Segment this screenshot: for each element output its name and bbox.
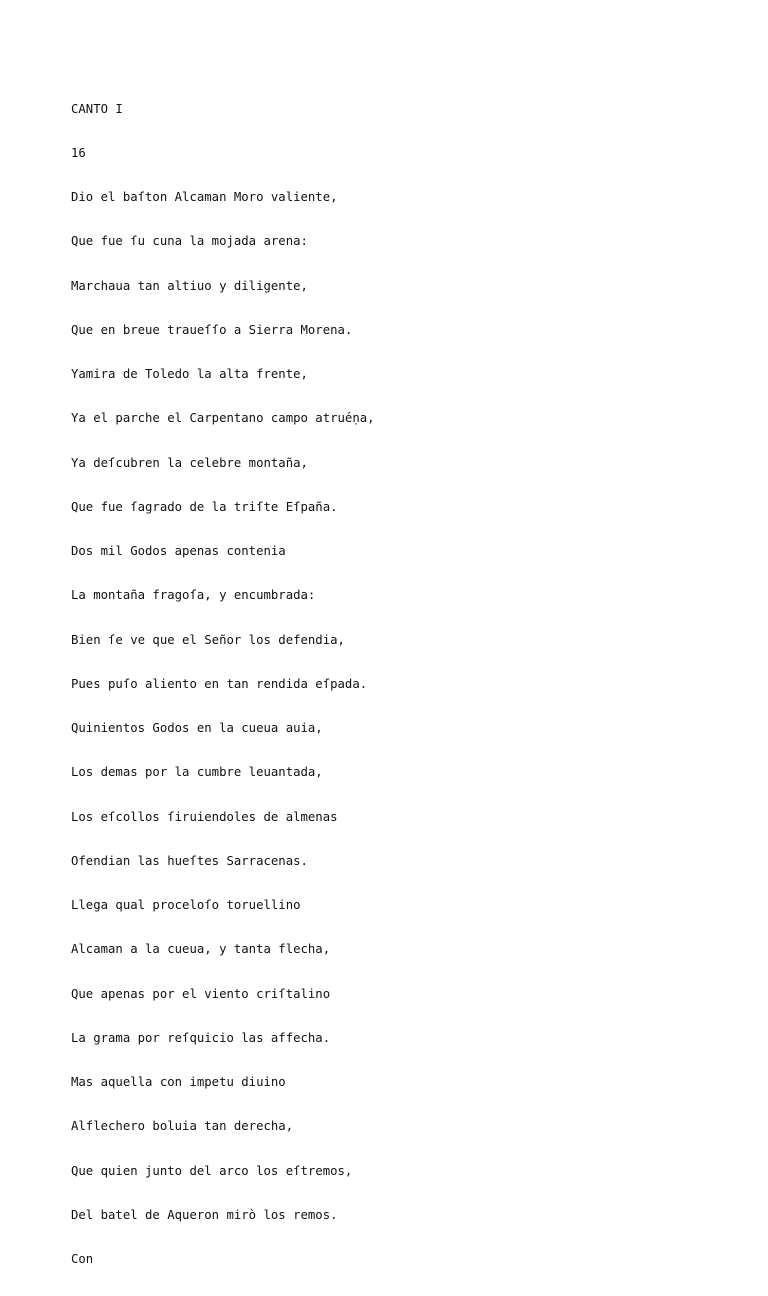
- poem-line: Del batel de Aqueron mirò los remos.: [71, 1207, 338, 1222]
- poem-line: Dos mil Godos apenas contenia: [71, 544, 286, 558]
- canto-heading: CANTO I: [71, 101, 123, 116]
- poem-line: Que quien junto del arco los eſtremos,: [71, 1163, 353, 1178]
- poem-line: La montaña fragoſa, y encumbrada:: [71, 588, 316, 603]
- page-number: 16: [71, 145, 86, 160]
- poem-line: Alflechero boluia tan derecha,: [71, 1119, 294, 1134]
- poem-line: La grama por reſquicio las affecha.: [71, 1030, 331, 1045]
- poem-line: Bien ſe ve que el Señor los defendia,: [71, 632, 345, 647]
- poem-text-block: [71, 72, 731, 1296]
- poem-line: Que fue ſu cuna la mojada arena:: [71, 234, 308, 249]
- poem-line: Los eſcollos ſiruiendoles de almenas: [71, 809, 338, 824]
- poem-line: Que fue ſagrado de la triſte Eſpaña.: [71, 499, 338, 514]
- poem-line: Dio el baſton Alcaman Moro valiente,: [71, 190, 338, 204]
- poem-line: Ya el parche el Carpentano campo atruéṇa,: [71, 411, 375, 426]
- poem-line: Yamira de Toledo la alta frente,: [71, 367, 308, 381]
- poem-line: Llega qual proceloſo toruellino: [71, 898, 301, 912]
- poem-line: Mas aquella con impetu diuino: [71, 1075, 286, 1089]
- poem-line: Marchaua tan altiuo y diligente,: [71, 278, 308, 293]
- poem-line: Alcaman a la cueua, y tanta flecha,: [71, 942, 331, 957]
- poem-line: Los demas por la cumbre leuantada,: [71, 765, 323, 780]
- poem-line: Que apenas por el viento criſtalino: [71, 986, 331, 1001]
- poem-line: Que en breue traueſſo a Sierra Morena.: [71, 322, 353, 337]
- poem-line: Ofendian las hueſtes Sarracenas.: [71, 853, 308, 868]
- poem-line: Quinientos Godos en la cueua auia,: [71, 721, 323, 735]
- catchword: Con: [71, 1252, 94, 1266]
- poem-line: Pues puſo aliento en tan rendida eſpada.: [71, 676, 368, 691]
- poem-line: Ya deſcubren la celebre montaña,: [71, 455, 308, 470]
